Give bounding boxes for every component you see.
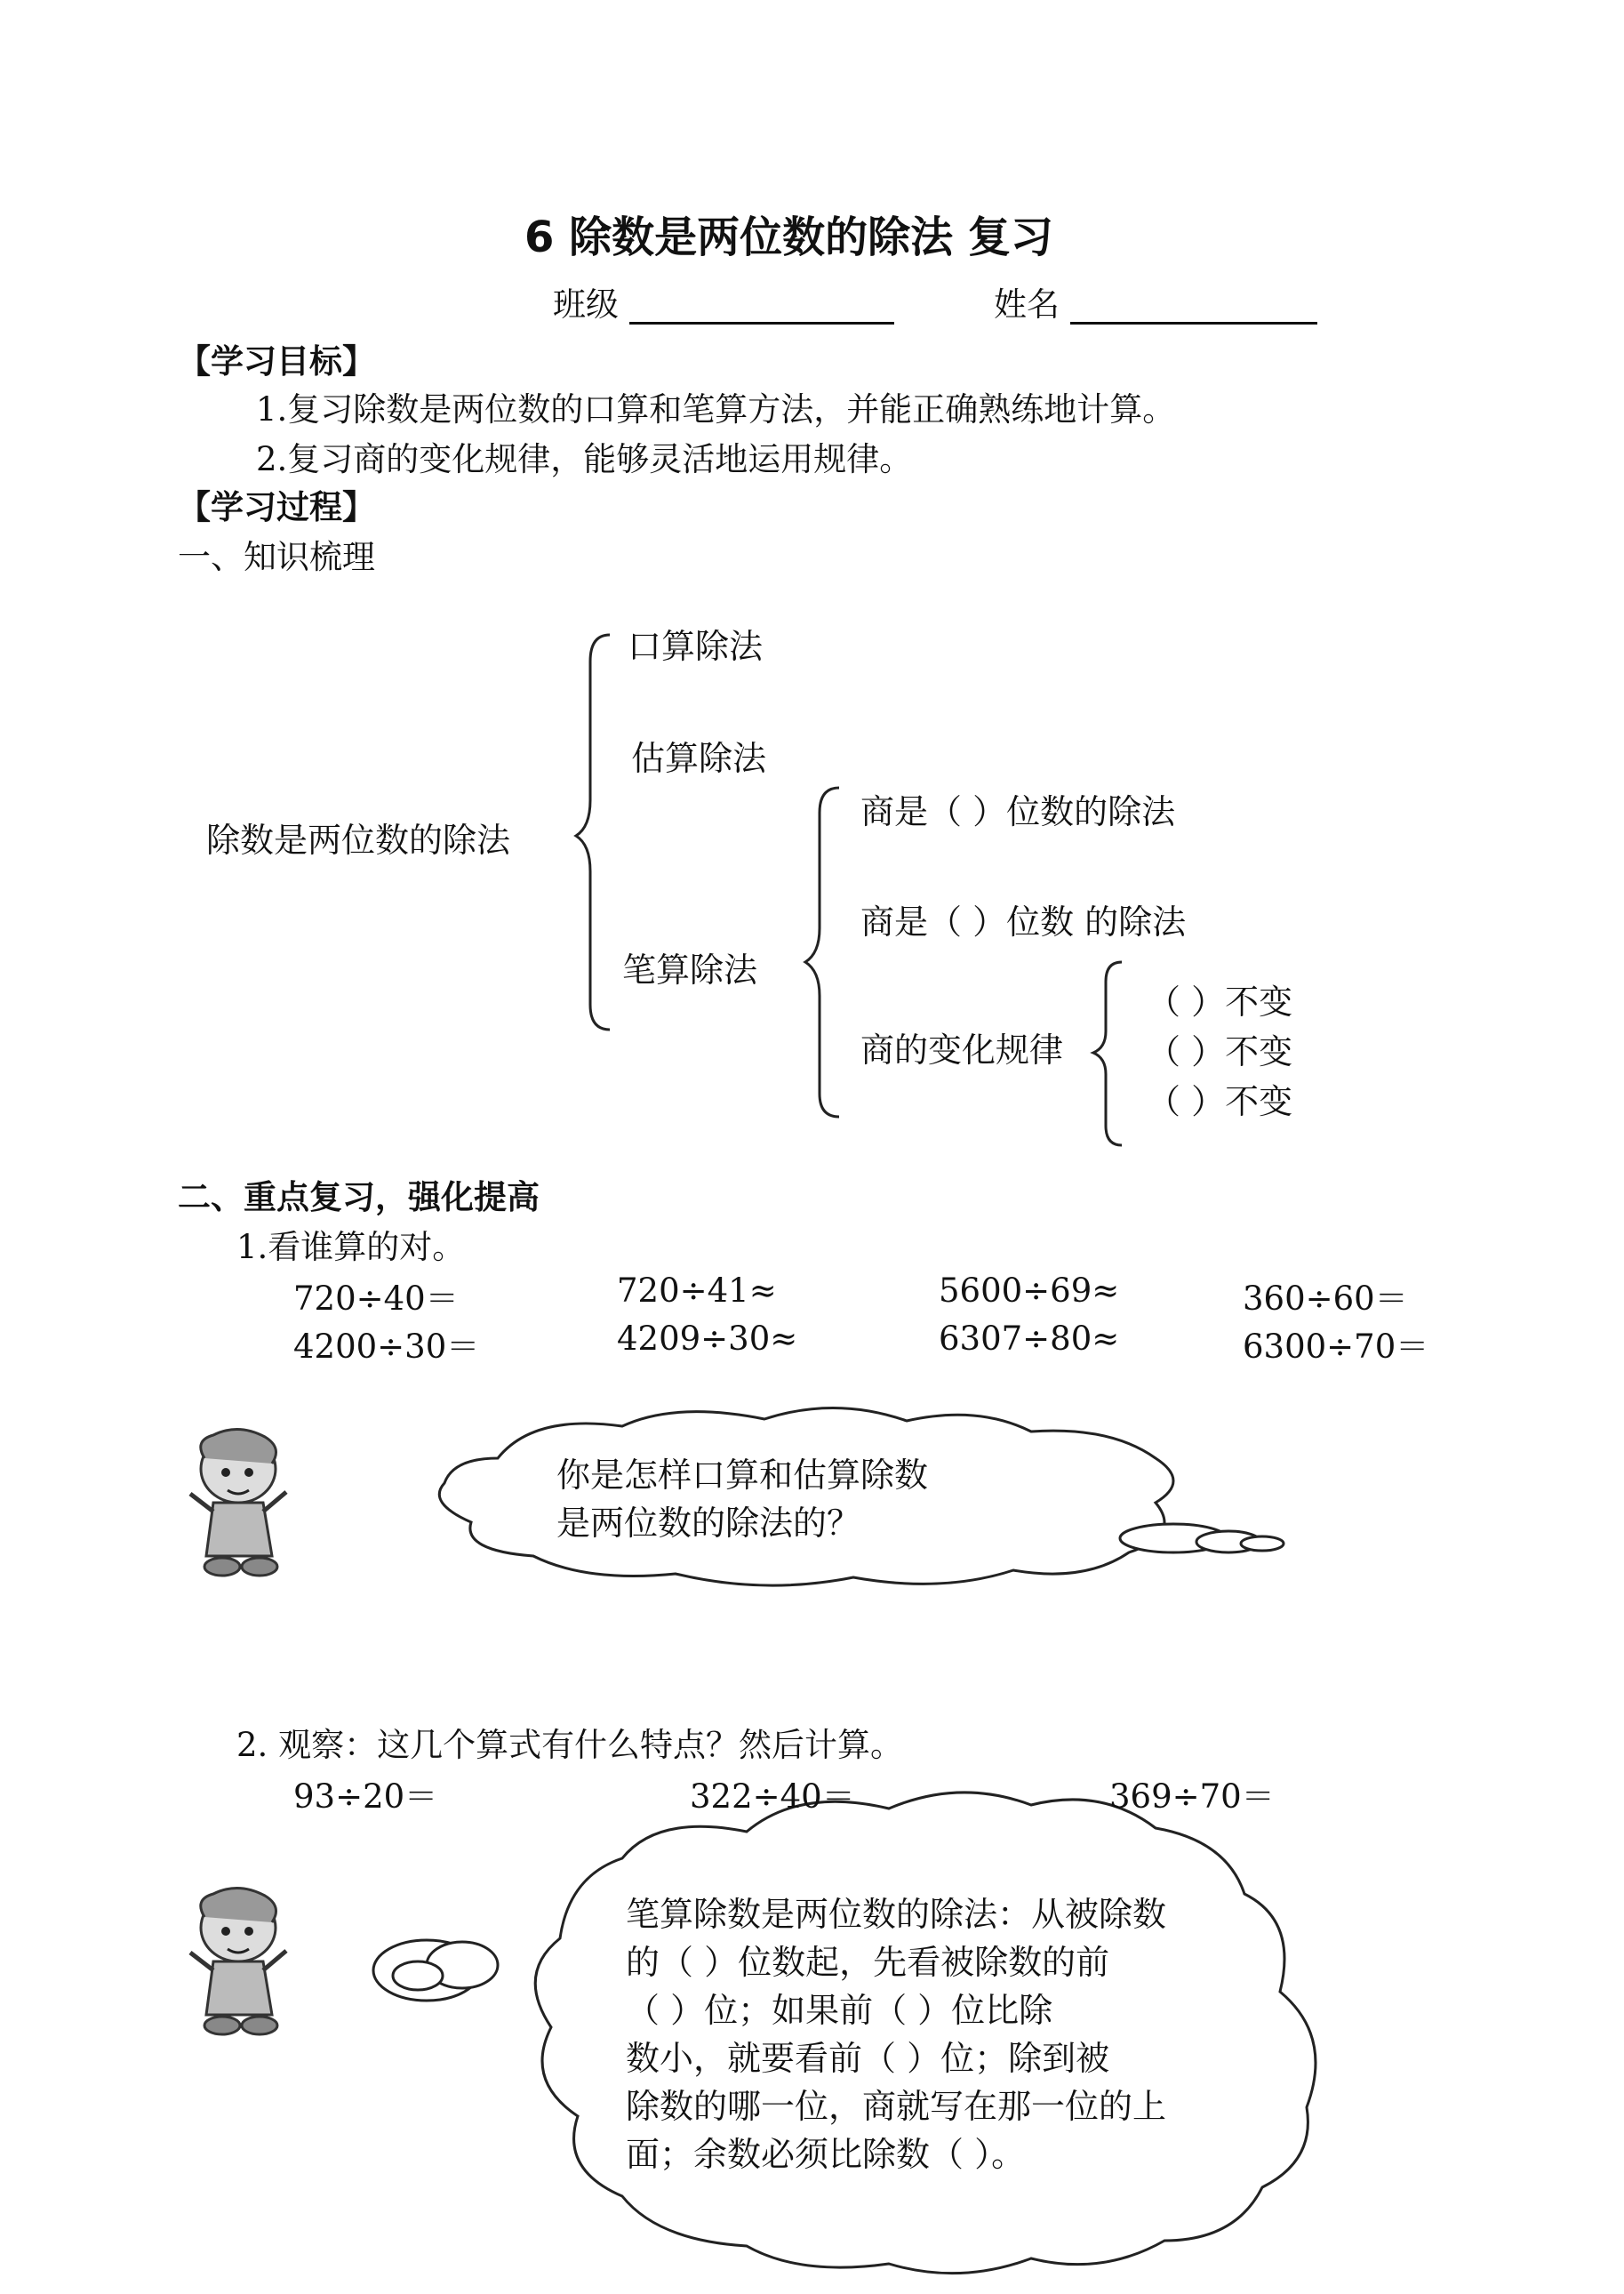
bubble-1-line-2: 是两位数的除法的？	[556, 1504, 861, 1543]
q1-eq-2: 720÷41≈	[617, 1271, 777, 1310]
bubble-2-line-1: 笔算除数是两位数的除法：从被除数	[626, 1895, 1167, 1934]
class-label: 班级	[553, 285, 619, 324]
q1-label: 1.看谁算的对。	[236, 1228, 466, 1266]
q1-eq-1: 720÷40＝	[293, 1279, 459, 1318]
bubble-2-line-4: 数小，就要看前（ ）位；除到被	[626, 2039, 1110, 2078]
bubble-2-line-3: （ ）位；如果前（ ）位比除	[626, 1991, 1053, 2030]
bubble-1-line-1: 你是怎样口算和估算除数	[556, 1456, 929, 1495]
diagram-quotient-digits-2: 商是（ ）位数 的除法	[860, 902, 1187, 942]
page-title: 6 除数是两位数的除法 复习	[524, 213, 1053, 262]
process-heading: 【学习过程】	[178, 488, 375, 526]
section-2-heading: 二、重点复习，强化提高	[178, 1178, 540, 1216]
cartoon-girl-icon	[190, 1429, 286, 1576]
q1-eq-7: 6307÷80≈	[939, 1319, 1120, 1358]
bubble-2-text	[626, 1890, 1266, 2178]
q2-label: 2. 观察：这几个算式有什么特点？然后计算。	[236, 1726, 904, 1764]
goal-item-1: 1.复习除数是两位数的口算和笔算方法，并能正确熟练地计算。	[256, 390, 1176, 429]
bubble-2-line-6: 面；余数必须比除数（ ）。	[626, 2135, 1026, 2174]
diagram-quotient-rule: 商的变化规律	[860, 1031, 1064, 1070]
diagram-rule-1: （ ）不变	[1147, 983, 1293, 1022]
goals-heading: 【学习目标】	[178, 342, 375, 381]
diagram-root: 除数是两位数的除法	[206, 821, 511, 860]
goal-item-2: 2.复习商的变化规律，能够灵活地运用规律。	[256, 440, 913, 478]
q2-eq-1: 93÷20＝	[293, 1777, 438, 1816]
cartoon-girl-icon	[190, 1888, 286, 2034]
diagram-quotient-digits-1: 商是（ ）位数的除法	[860, 792, 1176, 831]
diagram-written: 笔算除法	[622, 950, 758, 990]
section-1-heading: 一、知识梳理	[178, 538, 375, 576]
diagram-oral: 口算除法	[628, 627, 764, 666]
bubble-2-line-5: 除数的哪一位，商就写在那一位的上	[626, 2087, 1167, 2126]
q1-eq-4: 360÷60＝	[1243, 1279, 1408, 1318]
q1-eq-3: 5600÷69≈	[939, 1271, 1120, 1310]
q2-eq-3: 369÷70＝	[1109, 1777, 1275, 1816]
name-label: 姓名	[994, 285, 1060, 324]
q1-eq-6: 4209÷30≈	[617, 1319, 798, 1358]
q1-eq-8: 6300÷70＝	[1243, 1327, 1429, 1366]
diagram-rule-3: （ ）不变	[1147, 1082, 1293, 1121]
bubble-1-text	[556, 1451, 1054, 1547]
q2-eq-2: 322÷40＝	[690, 1777, 855, 1816]
bubble-2-line-2: 的（ ）位数起，先看被除数的前	[626, 1943, 1110, 1982]
diagram-rule-2: （ ）不变	[1147, 1032, 1293, 1071]
diagram-estimate: 估算除法	[631, 739, 767, 778]
q1-eq-5: 4200÷30＝	[293, 1327, 480, 1366]
